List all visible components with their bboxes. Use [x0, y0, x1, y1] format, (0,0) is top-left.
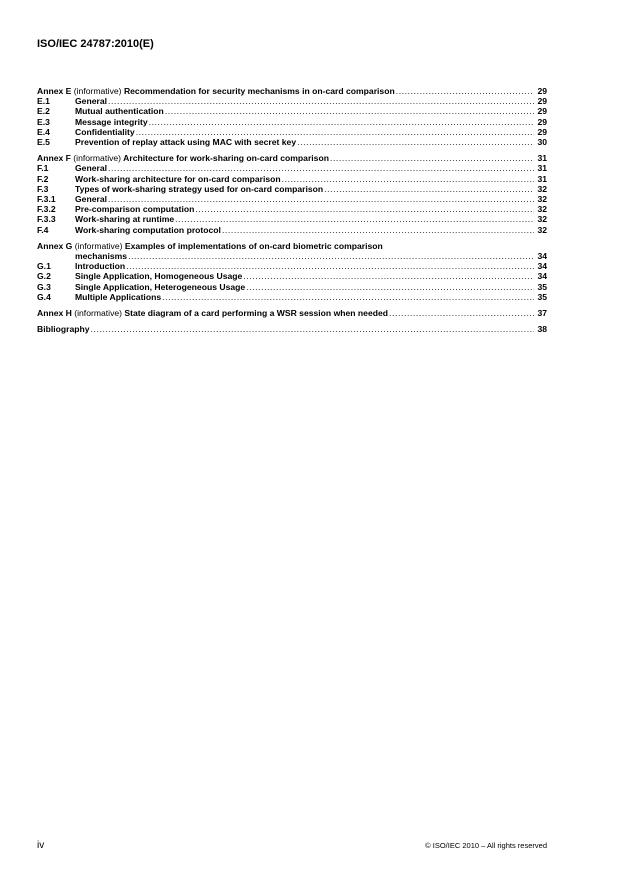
leader-dots [165, 106, 534, 116]
toc-annex-h [37, 308, 547, 318]
page-number: 32 [537, 194, 547, 205]
page-number: 34 [537, 271, 547, 282]
entry-number: G.3 [37, 281, 51, 292]
annex-title: Recommendation for security mechanisms in on-card comparison [123, 86, 395, 96]
informative-label: (informative) [73, 86, 122, 96]
page-number: 32 [537, 183, 547, 194]
entry-number: F.1 [37, 163, 49, 174]
entry-number: F.3.2 [37, 204, 56, 215]
toc-entry[interactable] [37, 214, 547, 224]
leader-dots [246, 282, 534, 292]
toc-entry[interactable] [37, 225, 547, 235]
leader-dots [162, 292, 534, 302]
entry-number: E.1 [37, 96, 50, 107]
leader-dots [297, 137, 534, 147]
page-number: 34 [537, 261, 547, 272]
entry-title: Single Application, Homogeneous Usage [75, 271, 243, 282]
page-number: 32 [537, 214, 547, 225]
page-number: 34 [537, 251, 547, 262]
entry-title: Work-sharing computation protocol [75, 224, 221, 235]
entry-title: Types of work-sharing strategy used for on-card comparison [75, 183, 324, 194]
leader-dots [396, 86, 534, 96]
entry-number: G.1 [37, 261, 51, 272]
page-number: 29 [537, 86, 547, 96]
page-number: 31 [537, 163, 547, 174]
leader-dots [128, 251, 534, 261]
page-number: 37 [537, 308, 547, 319]
toc-annex-e [37, 86, 547, 147]
document-id: ISO/IEC 24787:2010(E) [37, 38, 154, 50]
page-number: 38 [537, 324, 547, 335]
toc-annex-g-heading-line1[interactable] [37, 241, 547, 251]
leader-dots [136, 127, 534, 137]
informative-label: (informative) [73, 153, 122, 164]
informative-label: (informative) [74, 308, 123, 319]
leader-dots [195, 204, 534, 214]
entry-title: Pre-comparison computation [75, 204, 195, 215]
toc-annex-g-heading-line2[interactable] [37, 251, 547, 261]
toc-entry[interactable] [37, 261, 547, 271]
toc-bibliography-entry[interactable] [37, 324, 547, 334]
leader-dots [126, 261, 534, 271]
toc-entry[interactable] [37, 117, 547, 127]
toc-entry[interactable] [37, 184, 547, 194]
entry-number: F.3.1 [37, 194, 56, 205]
leader-dots [330, 153, 534, 163]
entry-title: General [75, 96, 108, 107]
table-of-contents [37, 86, 547, 340]
entry-title: Mutual authentication [75, 106, 164, 117]
entry-number: F.3.3 [37, 214, 56, 225]
page-number: 29 [537, 96, 547, 107]
page-number: 35 [537, 291, 547, 302]
annex-title: State diagram of a card performing a WSR session when needed [124, 308, 389, 319]
bibliography-title: Bibliography [37, 324, 90, 335]
annex-title-continuation: mechanisms [75, 251, 128, 262]
leader-dots [282, 174, 534, 184]
leader-dots [149, 117, 534, 127]
annex-title: Examples of implementations of on-card biometric comparison [124, 240, 383, 251]
entry-title: Message integrity [75, 116, 148, 127]
page-number: 32 [537, 204, 547, 215]
leader-dots [91, 324, 534, 334]
toc-annex-f [37, 153, 547, 235]
entry-title: Work-sharing at runtime [75, 214, 175, 225]
entry-title: Work-sharing architecture for on-card comparison [75, 173, 281, 184]
entry-number: E.4 [37, 126, 50, 137]
entry-number: E.2 [37, 106, 50, 117]
leader-dots [222, 225, 534, 235]
toc-entry[interactable] [37, 204, 547, 214]
leader-dots [324, 184, 534, 194]
page-number: 32 [537, 224, 547, 235]
toc-bibliography [37, 324, 547, 334]
page-number: 31 [537, 153, 547, 164]
toc-entry[interactable] [37, 137, 547, 147]
page-number: 29 [537, 126, 547, 137]
entry-number: F.3 [37, 183, 49, 194]
leader-dots [389, 308, 534, 318]
toc-annex-f-heading[interactable] [37, 153, 547, 163]
entry-number: F.2 [37, 173, 49, 184]
entry-number: E.3 [37, 116, 50, 127]
toc-entry[interactable] [37, 292, 547, 302]
entry-title: Prevention of replay attack using MAC with secret key [75, 137, 297, 148]
toc-entry[interactable] [37, 174, 547, 184]
entry-number: E.5 [37, 137, 50, 148]
leader-dots [243, 271, 534, 281]
annex-title: Architecture for work-sharing on-card comparison [123, 153, 329, 164]
toc-entry[interactable] [37, 194, 547, 204]
page-number: 30 [537, 137, 547, 148]
entry-number: G.2 [37, 271, 51, 282]
page-number: 35 [537, 281, 547, 292]
toc-entry[interactable] [37, 106, 547, 116]
entry-title: Introduction [75, 261, 126, 272]
page-number: 31 [537, 173, 547, 184]
toc-annex-h-heading[interactable] [37, 308, 547, 318]
toc-annex-g [37, 241, 547, 302]
entry-title: General [75, 194, 108, 205]
entry-title: Multiple Applications [75, 291, 162, 302]
informative-label: (informative) [74, 240, 123, 251]
entry-number: G.4 [37, 291, 51, 302]
leader-dots [175, 214, 534, 224]
entry-title: Confidentiality [75, 126, 135, 137]
entry-title: Single Application, Heterogeneous Usage [75, 281, 246, 292]
entry-number: F.4 [37, 224, 49, 235]
leader-dots [108, 163, 534, 173]
toc-entry[interactable] [37, 271, 547, 281]
annex-label: Annex G [37, 240, 73, 251]
annex-label: Annex E [37, 86, 72, 96]
page-number: 29 [537, 106, 547, 117]
leader-dots [108, 194, 534, 204]
toc-entry[interactable] [37, 96, 547, 106]
page-number-roman: iv [37, 840, 45, 851]
toc-entry[interactable] [37, 127, 547, 137]
toc-annex-e-heading[interactable] [37, 86, 547, 96]
annex-label: Annex H [37, 308, 72, 319]
toc-entry[interactable] [37, 282, 547, 292]
entry-title: General [75, 163, 108, 174]
copyright-notice: © ISO/IEC 2010 – All rights reserved [425, 841, 547, 850]
toc-entry[interactable] [37, 163, 547, 173]
annex-label: Annex F [37, 153, 71, 164]
page-number: 29 [537, 116, 547, 127]
leader-dots [108, 96, 534, 106]
